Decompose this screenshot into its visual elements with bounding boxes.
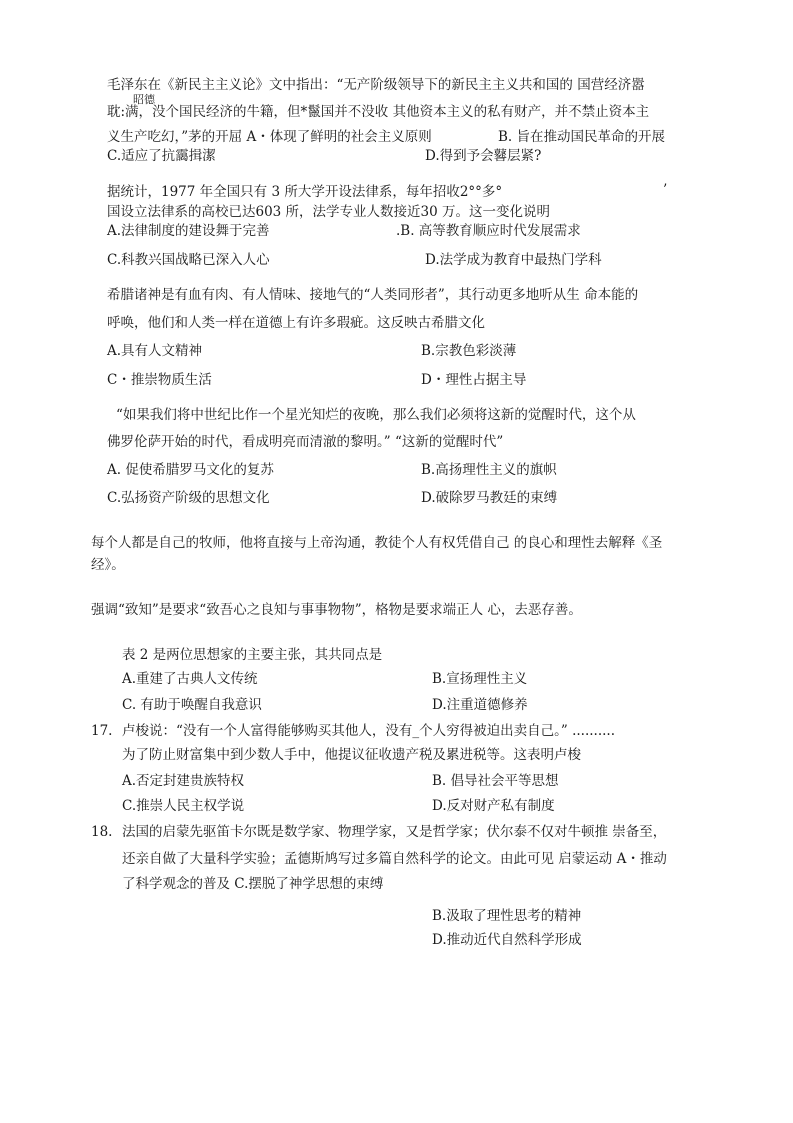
q18-stem-line2: 还亲自做了大量科学实验；孟德斯鸠写过多篇自然科学的论文。由此可见 启蒙运动 A・推动	[122, 851, 667, 867]
q-greek-stem-line2: 呼唤，他们和人类一样在道德上有许多瑕疵。这反映古希腊文化	[107, 315, 485, 331]
q-greek-option-a: A.具有人文精神	[107, 343, 203, 359]
q-law-stem-mark: ’	[663, 182, 668, 198]
q-law-option-b: .B. 高等教育顺应时代发展需求	[396, 223, 581, 239]
q17-option-a: A.否定封建贵族特权	[122, 773, 245, 789]
q-greek-option-c: C・推崇物质生活	[107, 372, 212, 388]
q18-number: 18.	[91, 824, 113, 840]
q-table2-option-b: B.宣扬理性主义	[432, 671, 528, 687]
q-renaissance-stem-line1: “如果我们将中世纪比作一个星光知烂的夜晚，那么我们必须将这新的觉醒时代，这个从	[116, 407, 636, 423]
q-mao-option-d: D.得到予会鼛层紧?	[425, 148, 542, 164]
q17-option-b: B. 倡导社会平等思想	[432, 773, 559, 789]
q-mao-option-b: B. 旨在推动国民革命的开展	[498, 129, 666, 145]
q-table2-option-c: C. 有助于唤醒自我意识	[122, 697, 262, 713]
q17-option-d: D.反对财产私有制度	[432, 798, 555, 814]
q-renaissance-option-a: A. 促使希腊罗马文化的复苏	[107, 462, 274, 478]
q-renaissance-stem-line2: 佛罗伦萨开始的时代，看成明亮而清澈的黎明。” “这新的觉醒时代”	[107, 434, 504, 450]
q-mao-stem-superscript: 昭德	[133, 93, 155, 106]
q-law-option-d: D.法学成为教育中最热门学科	[425, 252, 602, 268]
q18-stem-line3: 了科学观念的普及 C.摆脱了神学思想的束缚	[122, 876, 384, 892]
q17-stem-line2: 为了防止财富集中到少数人手中，他提议征收遗产税及累进税等。这表明卢梭	[122, 747, 581, 763]
q17-number: 17.	[91, 723, 113, 739]
q18-option-b: B.汲取了理性思考的精神	[432, 908, 582, 924]
q-renaissance-option-d: D.破除罗马教廷的束缚	[421, 490, 558, 506]
q-greek-option-b: B.宗教色彩淡薄	[421, 343, 517, 359]
q17-option-c: C.推崇人民主权学说	[122, 798, 245, 814]
table-thinker-a-line2: 经》。	[91, 557, 125, 573]
q-table2-option-d: D.注重道德修养	[432, 697, 528, 713]
q18-stem-line1: 法国的启蒙先驱笛卡尔既是数学家、物理学家，又是哲学家；伏尔泰不仅对牛顿推 崇备至，	[122, 824, 667, 840]
q-greek-stem-line1: 希腊诸神是有血有肉、有人情味、接地气的“人类同形者”，其行动更多地听从生 命本能的	[107, 287, 639, 303]
q-renaissance-option-b: B.高扬理性主义的旗帜	[421, 462, 557, 478]
q17-stem-line1: 卢梭说：“没有一个人富得能够购买其他人，没有_个人穷得被迫出卖自己。” ..........	[122, 723, 616, 739]
q18-option-d: D.推动近代自然科学形成	[432, 932, 582, 948]
table-thinker-b-line: 强调“致知”是要求“致吾心之良知与事事物物”，格物是要求端正人 心，去恶存善。	[91, 602, 582, 618]
q-mao-option-c: C.适应了抗靄揖潔	[107, 148, 216, 164]
q-greek-option-d: D・理性占据主导	[421, 372, 527, 388]
q-mao-stem-line3: 义生产吃幻，”茅的开屈 A・体现了鲜明的社会主义原则	[107, 129, 432, 145]
q-table2-stem: 表 2 是两位思想家的主要主张，其共同点是	[122, 647, 383, 663]
q-law-option-c: C.科教兴国战略已深入人心	[107, 252, 270, 268]
q-mao-stem-line1: 毛泽东在《新民主主义论》文中指出：“无产阶级领导下的新民主主义共和国的 国营经济嚣	[107, 77, 645, 93]
q-renaissance-option-c: C.弘扬资产阶级的思想文化	[107, 490, 270, 506]
q-law-stem-line1: 据统计，1977 年全国只有 3 所大学开设法律系，每年招收2°°多°	[107, 184, 503, 200]
q-law-stem-line2: 国设立法律系的高校已达603 所，法学专业人数接近30 万。这一变化说明	[107, 204, 551, 220]
q-mao-stem-line2: 耽:满，没个国民经济的牛籍，但*鬣国并不没收 其他资本主义的私有财产，并不禁止资本主	[107, 104, 650, 120]
q-table2-option-a: A.重建了古典人文传统	[122, 671, 258, 687]
table-thinker-a-line1: 每个人都是自己的牧师，他将直接与上帝沟通，教徒个人有权凭借自己 的良心和理性去解释《圣	[91, 535, 663, 551]
q-law-option-a: A.法律制度的建设舞于完善	[107, 223, 270, 239]
